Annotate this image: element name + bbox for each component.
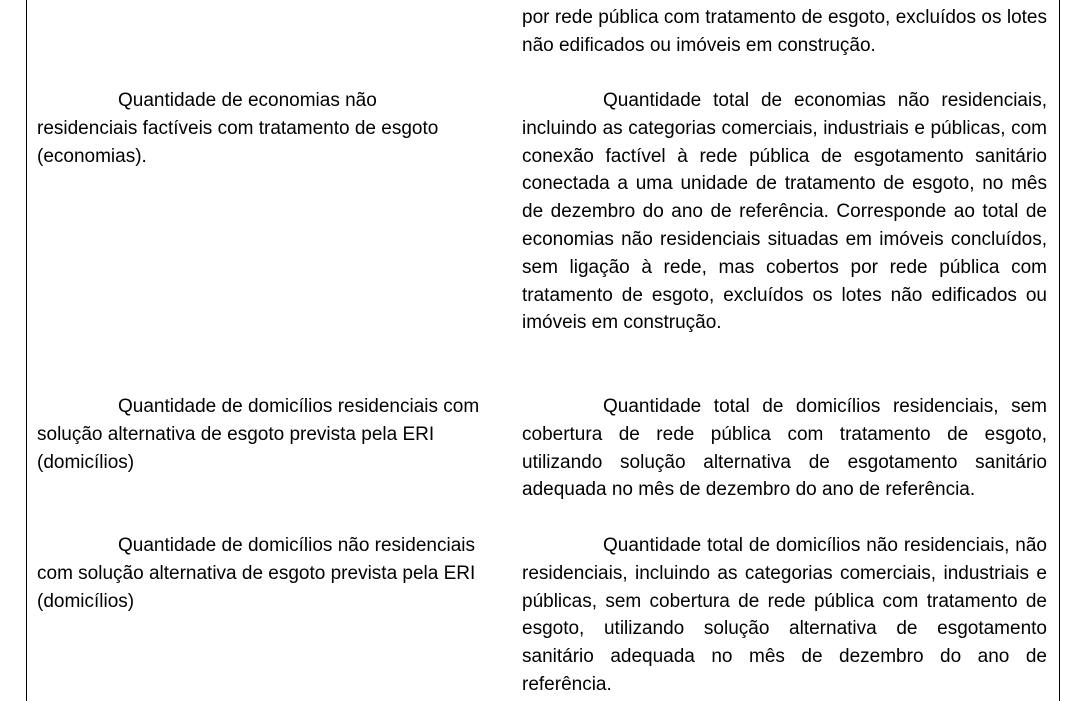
term-cell: Quantidade de domicílios não residenciais com solução alternativa de esgoto prevista pela ERI (domicílios) xyxy=(37,535,476,612)
table-right-border xyxy=(1059,0,1060,701)
definition-cell: Quantidade total de economias não residenciais, incluindo as categorias comerciais, industriais e públicas, com conexão factível à rede pública de esgotamento sanitário conectada a uma unidade de tratamento de esgoto, no mês de dezembro do ano de referência. Corresponde ao total de economias não residenciais situadas em imóveis concluídos, sem ligação à rede, mas cobertos por rede pública com tratamento de esgoto, excluídos os lotes não edificados ou imóveis em construção. xyxy=(522,90,1047,334)
table-left-border xyxy=(26,0,27,701)
definition-cell: Quantidade total de domicílios residenciais, sem cobertura de rede pública com tratamento de esgoto, utilizando solução alternativa de esgotamento sanitário adequada no mês de dezembro do ano de referência. xyxy=(522,396,1047,501)
definition-cell: por rede pública com tratamento de esgoto, excluídos os lotes não edificados ou imóveis em construção. xyxy=(522,7,1047,56)
term-cell: Quantidade de domicílios residenciais com solução alternativa de esgoto prevista pela ERI (domicílios) xyxy=(37,396,480,473)
term-cell: Quantidade de economias não residenciais factíveis com tratamento de esgoto (economias). xyxy=(37,90,439,167)
definition-cell: Quantidade total de domicílios não residenciais, não residenciais, incluindo as categorias comerciais, industriais e públicas, sem cobertura de rede pública com tratamento de esgoto, utilizando solução alternativa de esgotamento sanitário adequada no mês de dezembro do ano de referência. xyxy=(522,535,1047,695)
